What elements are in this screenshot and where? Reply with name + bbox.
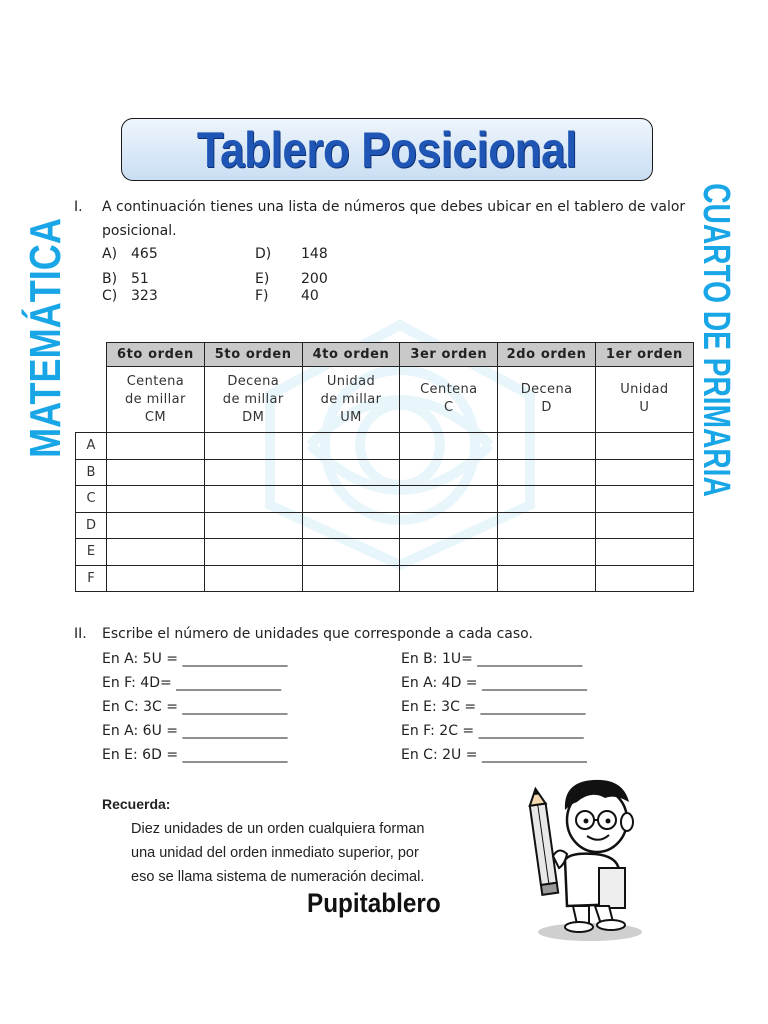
unit-header-cm <box>107 367 205 433</box>
table-row-f <box>76 565 694 592</box>
answer-cell[interactable] <box>400 459 498 486</box>
exercise-left-4[interactable]: En A: 6U = _______________ <box>102 723 288 739</box>
unit-line: de millar <box>320 392 382 407</box>
answer-cell[interactable] <box>498 512 596 539</box>
exercise-left-2[interactable]: En F: 4D= _______________ <box>102 675 282 691</box>
title-banner <box>121 118 653 181</box>
answer-cell[interactable] <box>204 565 302 592</box>
item-value-d: 148 <box>301 246 328 262</box>
unit-header-dm <box>204 367 302 433</box>
answer-cell[interactable] <box>498 459 596 486</box>
answer-cell[interactable] <box>400 433 498 460</box>
answer-cell[interactable] <box>498 539 596 566</box>
unit-abbrev: UM <box>340 410 362 425</box>
answer-cell[interactable] <box>302 486 400 513</box>
order-header: 1er orden <box>595 343 693 367</box>
table-row-d <box>76 512 694 539</box>
answer-cell[interactable] <box>302 512 400 539</box>
unit-abbrev: U <box>639 400 650 415</box>
item-label-f: F) <box>255 288 269 304</box>
item-value-c: 323 <box>131 288 158 304</box>
row-label: E <box>76 539 107 566</box>
answer-cell[interactable] <box>204 459 302 486</box>
recuerda-line: eso se llama sistema de numeración decimal. <box>131 869 425 885</box>
item-label-e: E) <box>255 271 270 287</box>
answer-cell[interactable] <box>204 433 302 460</box>
row-label: B <box>76 459 107 486</box>
answer-cell[interactable] <box>204 539 302 566</box>
exercise-left-3[interactable]: En C: 3C = _______________ <box>102 699 288 715</box>
exercise-right-5[interactable]: En C: 2U = _______________ <box>401 747 587 763</box>
page-title: Tablero Posicional <box>196 121 578 178</box>
unit-header-um <box>302 367 400 433</box>
answer-cell[interactable] <box>107 539 205 566</box>
answer-cell[interactable] <box>498 486 596 513</box>
item-value-a: 465 <box>131 246 158 262</box>
order-header: 6to orden <box>107 343 205 367</box>
unit-line: Centena <box>126 374 185 389</box>
answer-cell[interactable] <box>107 486 205 513</box>
table-corner <box>76 367 107 433</box>
table-row-a <box>76 433 694 460</box>
unit-line: de millar <box>125 392 186 407</box>
section1-instruction-line2: posicional. <box>102 223 177 239</box>
unit-header-u <box>595 367 693 433</box>
row-label: A <box>76 433 107 460</box>
row-label: C <box>76 486 107 513</box>
unit-header-c <box>400 367 498 433</box>
unit-abbrev: D <box>541 400 552 415</box>
answer-cell[interactable] <box>400 539 498 566</box>
order-header: 2do orden <box>498 343 596 367</box>
unit-line: Unidad <box>326 374 376 389</box>
answer-cell[interactable] <box>302 565 400 592</box>
answer-cell[interactable] <box>204 486 302 513</box>
answer-cell[interactable] <box>107 565 205 592</box>
table-row-c <box>76 486 694 513</box>
answer-cell[interactable] <box>400 512 498 539</box>
unit-line: Unidad <box>620 382 669 397</box>
item-label-b: B) <box>102 271 118 287</box>
answer-cell[interactable] <box>302 539 400 566</box>
item-label-a: A) <box>102 246 118 262</box>
answer-cell[interactable] <box>107 512 205 539</box>
answer-cell[interactable] <box>107 433 205 460</box>
item-value-b: 51 <box>131 271 149 287</box>
order-header: 4to orden <box>302 343 400 367</box>
unit-abbrev: CM <box>144 410 166 425</box>
table-row-e <box>76 539 694 566</box>
section1-instruction-line1: A continuación tienes una lista de números que debes ubicar en el tablero de valor <box>102 199 686 215</box>
answer-cell[interactable] <box>400 486 498 513</box>
row-label: F <box>76 565 107 592</box>
side-label-subject: MATEMÁTICA <box>21 218 70 458</box>
item-label-c: C) <box>102 288 118 304</box>
unit-line: de millar <box>222 392 284 407</box>
exercise-right-3[interactable]: En E: 3C = _______________ <box>401 699 586 715</box>
unit-abbrev: C <box>444 400 454 415</box>
answer-cell[interactable] <box>595 539 693 566</box>
answer-cell[interactable] <box>498 433 596 460</box>
unit-line: Centena <box>420 382 478 397</box>
answer-cell[interactable] <box>107 459 205 486</box>
section1-numeral: I. <box>74 199 83 215</box>
answer-cell[interactable] <box>595 512 693 539</box>
exercise-left-1[interactable]: En A: 5U = _______________ <box>102 651 288 667</box>
table-corner <box>76 343 107 367</box>
answer-cell[interactable] <box>498 565 596 592</box>
mascot-boy-illustration <box>515 772 655 944</box>
answer-cell[interactable] <box>302 459 400 486</box>
order-header: 5to orden <box>204 343 302 367</box>
answer-cell[interactable] <box>595 459 693 486</box>
mascot-name: Pupitablero <box>307 888 441 918</box>
order-header: 3er orden <box>400 343 498 367</box>
recuerda-line: una unidad del orden inmediato superior, por <box>131 845 419 861</box>
side-label-grade: CUARTO DE PRIMARIA <box>695 183 737 497</box>
answer-cell[interactable] <box>595 433 693 460</box>
unit-header-d <box>498 367 596 433</box>
table-row-b <box>76 459 694 486</box>
answer-cell[interactable] <box>400 565 498 592</box>
exercise-right-1[interactable]: En B: 1U= _______________ <box>401 651 583 667</box>
exercise-left-5[interactable]: En E: 6D = _______________ <box>102 747 288 763</box>
answer-cell[interactable] <box>595 565 693 592</box>
answer-cell[interactable] <box>204 512 302 539</box>
answer-cell[interactable] <box>302 433 400 460</box>
unit-line: Decena <box>520 382 573 397</box>
item-value-e: 200 <box>301 271 328 287</box>
order-header-row <box>76 343 694 367</box>
item-value-f: 40 <box>301 288 319 304</box>
unit-header-row <box>76 367 694 433</box>
answer-cell[interactable] <box>595 486 693 513</box>
recuerda-line: Diez unidades de un orden cualquiera forman <box>131 821 425 837</box>
unit-abbrev: DM <box>242 410 265 425</box>
place-value-table <box>75 342 694 592</box>
exercise-right-2[interactable]: En A: 4D = _______________ <box>401 675 587 691</box>
section2-numeral: II. <box>74 626 87 642</box>
row-label: D <box>76 512 107 539</box>
item-label-d: D) <box>255 246 272 262</box>
section2-instruction: Escribe el número de unidades que corresponde a cada caso. <box>102 626 533 642</box>
unit-line: Decena <box>227 374 280 389</box>
exercise-right-4[interactable]: En F: 2C = _______________ <box>401 723 584 739</box>
recuerda-title: Recuerda: <box>102 796 171 812</box>
